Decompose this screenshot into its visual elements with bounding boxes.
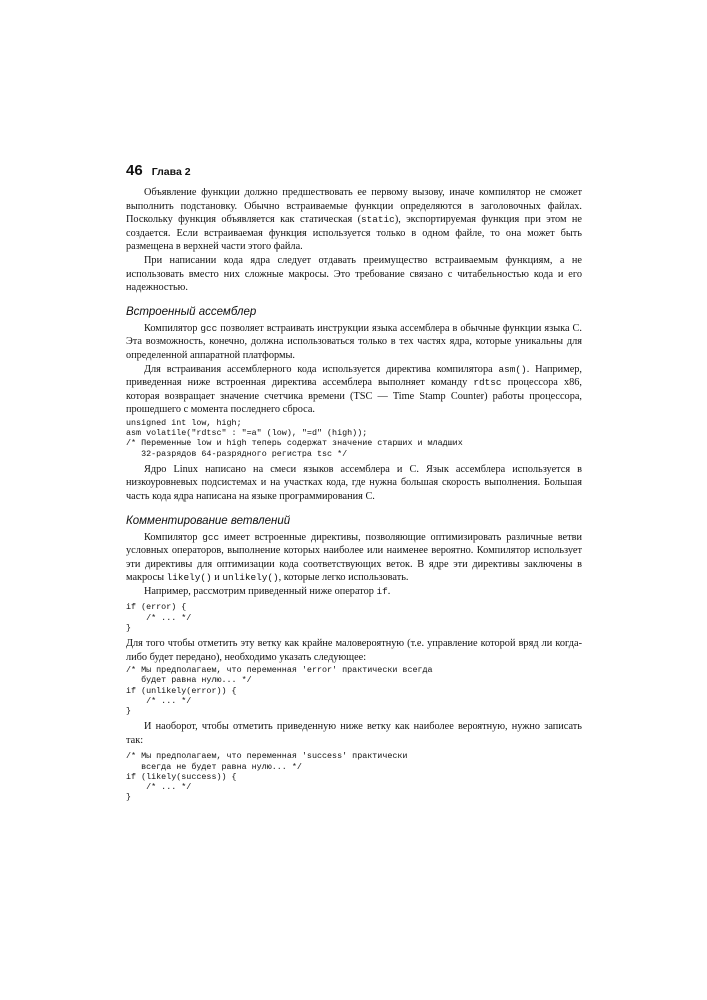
- code-listing: unsigned int low, high; asm volatile("rdtsc" : "=a" (low), "=d" (high)); /* Переменные low и high теперь содержат значение старших и младших 32-разрядов 64-разрядного регистра tsc */: [126, 417, 463, 459]
- inline-code: static: [361, 214, 395, 226]
- inline-code: likely(): [166, 572, 212, 584]
- inline-code: gcc: [200, 322, 218, 334]
- inline-code: asm(): [498, 363, 527, 375]
- paragraph: При написании кода ядра следует отдавать преимущество встраиваемым функциям, а не использовать вместо них сложные макросы. Это требование связано с читабельностью кода и его надежностью.: [126, 254, 582, 294]
- inline-code: if: [376, 585, 388, 597]
- page-number: 46: [126, 162, 143, 179]
- paragraph: Например, рассмотрим приведенный ниже оператор if.: [144, 585, 391, 597]
- running-header: [126, 162, 191, 179]
- chapter-title: Глава 2: [151, 166, 191, 178]
- paragraph: Компилятор gcc имеет встроенные директивы, позволяющие оптимизировать различные ветви условных операторов, выполнение которых наиболее или наименее вероятно. Компилятор использует эти директивы для оптимизации кода соответствующих веток. В ядре эти директивы заключены в макросы likely() и unlikely(), которые легко использовать.: [126, 531, 582, 584]
- paragraph: Компилятор gcc позволяет встраивать инструкции языка ассемблера в обычные функции языка С. Эта возможность, конечно, должна использоваться только в тех частях ядра, которые уникальны для определенной аппаратной платформы.: [126, 322, 582, 361]
- inline-code: unlikely(): [222, 572, 279, 584]
- paragraph: Для того чтобы отметить эту ветку как крайне маловероятную (т.е. управление которой вряд ли когда-либо будет передано), необходимо указать следующее:: [126, 638, 582, 663]
- inline-code: gcc: [202, 531, 220, 543]
- section-heading: Комментирование ветвлений: [126, 514, 291, 527]
- paragraph: Для встраивания ассемблерного кода используется директива компилятора asm(). Например, приведенная ниже встроенная директива ассемблера выполняет команду rdtsc процессора x86, которая возвращает значение счетчика времени (TSC — Time Stamp Counter) работы процессора, прошедшего с момента последнего сброса.: [126, 363, 582, 416]
- paragraph: Ядро Linux написано на смеси языков ассемблера и С. Язык ассемблера используется в низкоуровневых подсистемах и на участках кода, где нужна большая скорость выполнения. Большая часть кода ядра написана на языке программирования С.: [126, 463, 582, 502]
- page-body: [126, 186, 582, 806]
- section-heading: Встроенный ассемблер: [126, 305, 257, 318]
- inline-code: rdtsc: [473, 377, 502, 389]
- code-listing: /* Мы предполагаем, что переменная 'success' практически всегда не будет равна нулю... */ if (likely(success)) { /* ... */ }: [126, 751, 408, 803]
- paragraph: Объявление функции должно предшествовать ее первому вызову, иначе компилятор не сможет выполнить подстановку. Обычно встраиваемые функции определяются в заголовочных файлах. Поскольку функция объявляется как статическая (static), экспортируемая функция при этом не создается. Если встраиваемая функция используется только в одном файле, то она может быть размещена в верхней части этого файла.: [126, 187, 582, 253]
- code-listing: /* Мы предполагаем, что переменная 'error' практически всегда будет равна нулю... */ if (unlikely(error)) { /* ... */ }: [126, 665, 433, 717]
- paragraph: И наоборот, чтобы отметить приведенную ниже ветку как наиболее вероятную, нужно записать так:: [126, 721, 582, 746]
- code-listing: if (error) { /* ... */ }: [126, 602, 192, 633]
